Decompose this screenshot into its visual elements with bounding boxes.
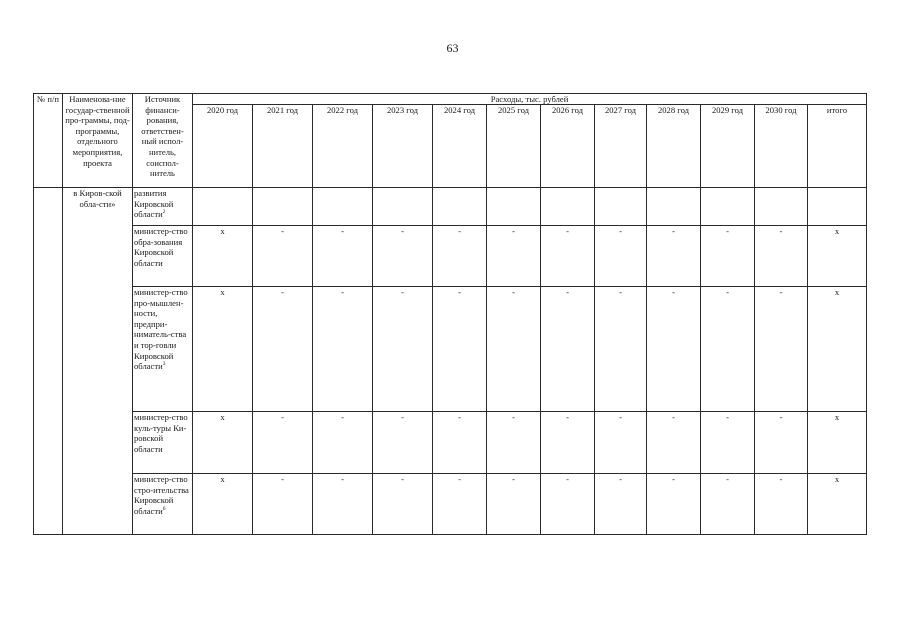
value-cell: -	[541, 412, 595, 474]
source-text: министер-ство обра-зования Кировской области	[134, 226, 188, 268]
value-cell: x	[808, 412, 867, 474]
year-header-total: итого	[808, 105, 867, 188]
value-cell: -	[253, 226, 313, 287]
value-cell	[487, 188, 541, 226]
value-cell: -	[755, 226, 808, 287]
value-cell: -	[647, 474, 701, 535]
value-cell: -	[701, 474, 755, 535]
value-cell	[701, 188, 755, 226]
value-cell	[755, 188, 808, 226]
table-row	[34, 226, 867, 287]
header-expenses: Расходы, тыс. рублей	[193, 94, 867, 105]
value-cell	[193, 188, 253, 226]
value-cell: -	[253, 412, 313, 474]
value-cell	[595, 188, 647, 226]
value-cell: -	[487, 226, 541, 287]
year-header: 2020 год	[193, 105, 253, 188]
source-text: развития Кировской области	[134, 188, 174, 220]
source-text: министер-ство куль-туры Ки-ровской области	[134, 412, 188, 454]
footnote-mark: 2	[162, 209, 166, 216]
table-row	[34, 287, 867, 412]
source-cell	[133, 412, 193, 474]
source-cell	[133, 474, 193, 535]
year-header: 2029 год	[701, 105, 755, 188]
year-header: 2023 год	[373, 105, 433, 188]
header-row	[34, 94, 867, 105]
value-cell: x	[193, 474, 253, 535]
value-cell: x	[193, 226, 253, 287]
value-cell: -	[433, 226, 487, 287]
value-cell: x	[808, 474, 867, 535]
value-cell: -	[701, 287, 755, 412]
value-cell: -	[755, 474, 808, 535]
footnote-mark: 3	[162, 361, 166, 368]
source-cell	[133, 188, 193, 226]
value-cell	[313, 188, 373, 226]
header-source: Источник финанси-рования, ответствен-ный испол-нитель, соиспол-нитель	[133, 94, 193, 188]
value-cell	[253, 188, 313, 226]
value-cell: -	[755, 412, 808, 474]
year-header: 2030 год	[755, 105, 808, 188]
value-cell	[541, 188, 595, 226]
value-cell: -	[313, 287, 373, 412]
value-cell: -	[595, 412, 647, 474]
value-cell: -	[647, 226, 701, 287]
year-header: 2026 год	[541, 105, 595, 188]
value-cell: -	[595, 474, 647, 535]
value-cell: x	[193, 287, 253, 412]
year-header: 2025 год	[487, 105, 541, 188]
page-number: 63	[446, 41, 459, 55]
value-cell: -	[313, 226, 373, 287]
source-text: министер-ство про-мышлен-ности, предпри-ниматель-ства и тор-говли Кировской области	[134, 287, 188, 372]
value-cell: -	[313, 474, 373, 535]
header-num: № п/п	[34, 94, 63, 188]
value-cell	[373, 188, 433, 226]
value-cell: -	[541, 474, 595, 535]
value-cell	[433, 188, 487, 226]
source-text: министер-ство стро-ительства Кировской области	[134, 474, 189, 516]
value-cell: -	[647, 287, 701, 412]
value-cell: -	[373, 474, 433, 535]
value-cell: -	[487, 412, 541, 474]
value-cell: -	[253, 287, 313, 412]
value-cell	[808, 188, 867, 226]
footnote-mark: 6	[162, 505, 166, 512]
value-cell: -	[755, 287, 808, 412]
table-row	[34, 474, 867, 535]
table-body	[34, 188, 867, 535]
value-cell: -	[313, 412, 373, 474]
year-header: 2021 год	[253, 105, 313, 188]
value-cell: -	[487, 474, 541, 535]
value-cell: -	[701, 226, 755, 287]
value-cell: -	[373, 226, 433, 287]
value-cell: -	[647, 412, 701, 474]
value-cell: -	[487, 287, 541, 412]
year-header: 2024 год	[433, 105, 487, 188]
row-number-cell	[34, 188, 63, 535]
value-cell: -	[595, 287, 647, 412]
value-cell: x	[193, 412, 253, 474]
value-cell: -	[253, 474, 313, 535]
year-header: 2028 год	[647, 105, 701, 188]
value-cell: -	[541, 287, 595, 412]
header-name: Наименова-ние государ-ственной про-граммы, под-программы, отдельного мероприятия, проекта	[63, 94, 133, 188]
value-cell: x	[808, 287, 867, 412]
value-cell: -	[433, 287, 487, 412]
year-header: 2022 год	[313, 105, 373, 188]
source-cell	[133, 287, 193, 412]
value-cell: -	[433, 412, 487, 474]
table-row	[34, 412, 867, 474]
value-cell: -	[541, 226, 595, 287]
value-cell: -	[433, 474, 487, 535]
year-header: 2027 год	[595, 105, 647, 188]
expenses-table	[33, 93, 867, 535]
value-cell: -	[373, 412, 433, 474]
value-cell	[647, 188, 701, 226]
value-cell: -	[701, 412, 755, 474]
value-cell: -	[595, 226, 647, 287]
table-row	[34, 188, 867, 226]
source-cell	[133, 226, 193, 287]
value-cell: -	[373, 287, 433, 412]
value-cell: x	[808, 226, 867, 287]
program-name-cell: в Киров-ской обла-сти»	[63, 188, 133, 535]
